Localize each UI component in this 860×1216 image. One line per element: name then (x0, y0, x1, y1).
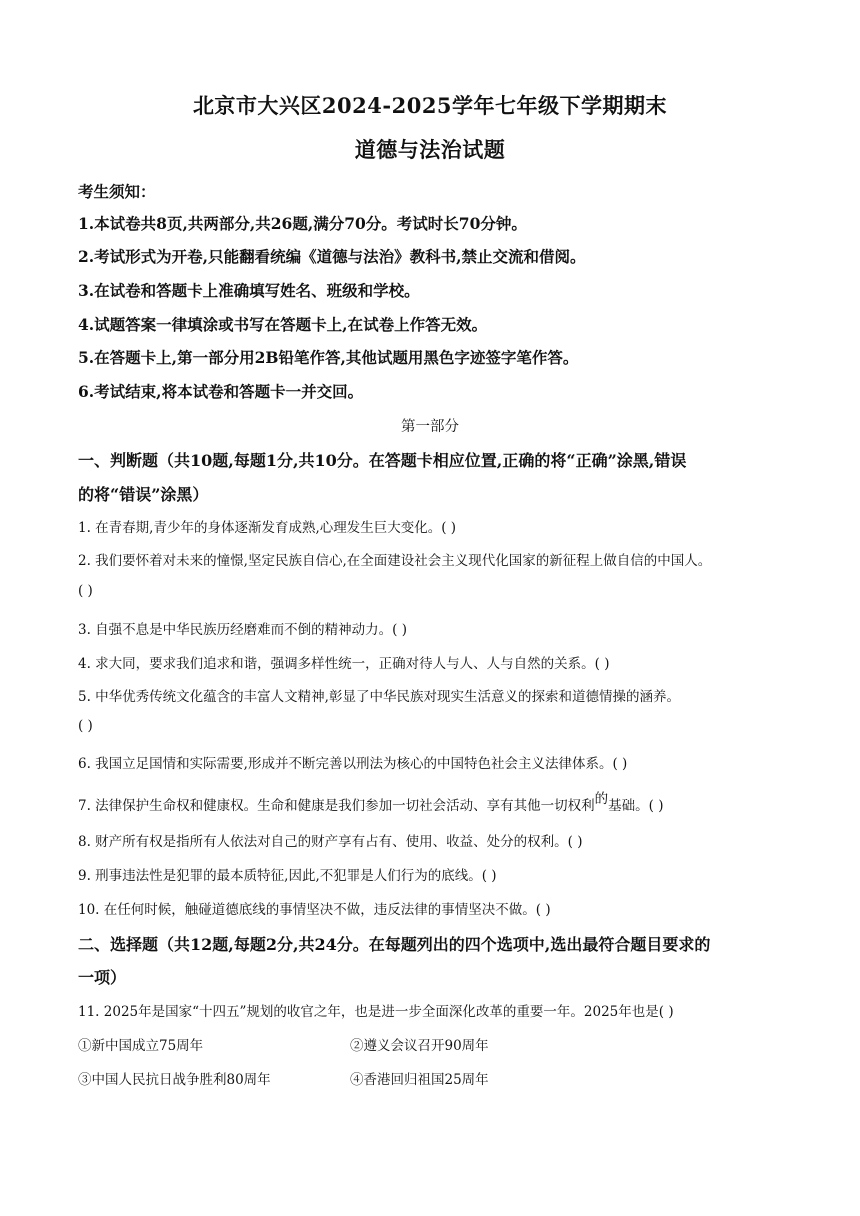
section1-heading-cont: 的将“错误”涂黑） (78, 485, 209, 504)
question-11-option-3: ③中国人民抗日战争胜利80周年 (78, 1072, 271, 1088)
question-11-option-1: ①新中国成立75周年 (78, 1038, 204, 1054)
part-one-label: 第一部分 (401, 419, 459, 435)
question-11-option-2: ②遵义会议召开90周年 (350, 1038, 489, 1054)
question-1: 1. 在青春期,青少年的身体逐渐发育成熟,心理发生巨大变化。( ) (78, 520, 457, 536)
question-7-text-end: 基础。( ) (608, 798, 664, 814)
question-3: 3. 自强不息是中华民族历经磨难而不倒的精神动力。( ) (78, 622, 407, 638)
question-4: 4. 求大同，要求我们追求和谐，强调多样性统一，正确对待人与人、人与自然的关系。( ) (78, 656, 610, 672)
question-8: 8. 财产所有权是指所有人依法对自己的财产享有占有、使用、收益、处分的权利。( ) (78, 834, 583, 850)
question-6: 6. 我国立足国情和实际需要,形成并不断完善以刑法为核心的中国特色社会主义法律体系。( ) (78, 756, 628, 772)
notice-item-1: 1.本试卷共8页,共两部分,共26题,满分70分。考试时长70分钟。 (78, 214, 527, 233)
question-11: 11. 2025年是国家“十四五”规划的收官之年，也是进一步全面深化改革的重要一年。2025年也是( ) (78, 1004, 674, 1020)
question-2-answer: ( ) (78, 583, 93, 599)
notice-heading: 考生须知： (78, 182, 156, 201)
question-2: 2. 我们要怀着对未来的憧憬,坚定民族自信心,在全面建设社会主义现代化国家的新征程上做自信的中国人。 (78, 553, 712, 569)
question-10: 10. 在任何时候，触碰道德底线的事情坚决不做，违反法律的事情坚决不做。( ) (78, 902, 551, 918)
notice-item-3: 3.在试卷和答题卡上准确填写姓名、班级和学校。 (78, 281, 420, 300)
notice-item-5: 5.在答题卡上,第一部分用2B铅笔作答,其他试题用黑色字迹签字笔作答。 (78, 348, 579, 367)
section2-heading: 二、选择题（共12题,每题2分,共24分。在每题列出的四个选项中,选出最符合题目要求的 (78, 935, 711, 954)
question-7 (78, 791, 664, 814)
question-11-option-4: ④香港回归祖国25周年 (350, 1072, 489, 1088)
question-5: 5. 中华优秀传统文化蕴含的丰富人文精神,彰显了中华民族对现实生活意义的探索和道德情操的涵养。 (78, 689, 680, 705)
notice-item-6: 6.考试结束,将本试卷和答题卡一并交回。 (78, 382, 364, 401)
exam-subtitle: 道德与法治试题 (354, 137, 506, 162)
question-9: 9. 刑事违法性是犯罪的最本质特征,因此,不犯罪是人们行为的底线。( ) (78, 868, 497, 884)
section2-heading-cont: 一项） (78, 968, 127, 987)
notice-item-4: 4.试题答案一律填涂或书写在答题卡上,在试卷上作答无效。 (78, 315, 488, 334)
exam-title: 北京市大兴区2024-2025学年七年级下学期期末 (192, 93, 668, 118)
question-7-raised-char: 的 (594, 791, 609, 807)
question-5-answer: ( ) (78, 718, 93, 734)
section1-heading: 一、判断题（共10题,每题1分,共10分。在答题卡相应位置,正确的将“正确”涂黑,错误 (78, 451, 687, 470)
question-7-text: 7. 法律保护生命权和健康权。生命和健康是我们参加一切社会活动、享有其他一切权利 (78, 798, 595, 814)
notice-item-2: 2.考试形式为开卷,只能翻看统编《道德与法治》教科书,禁止交流和借阅。 (78, 247, 586, 266)
